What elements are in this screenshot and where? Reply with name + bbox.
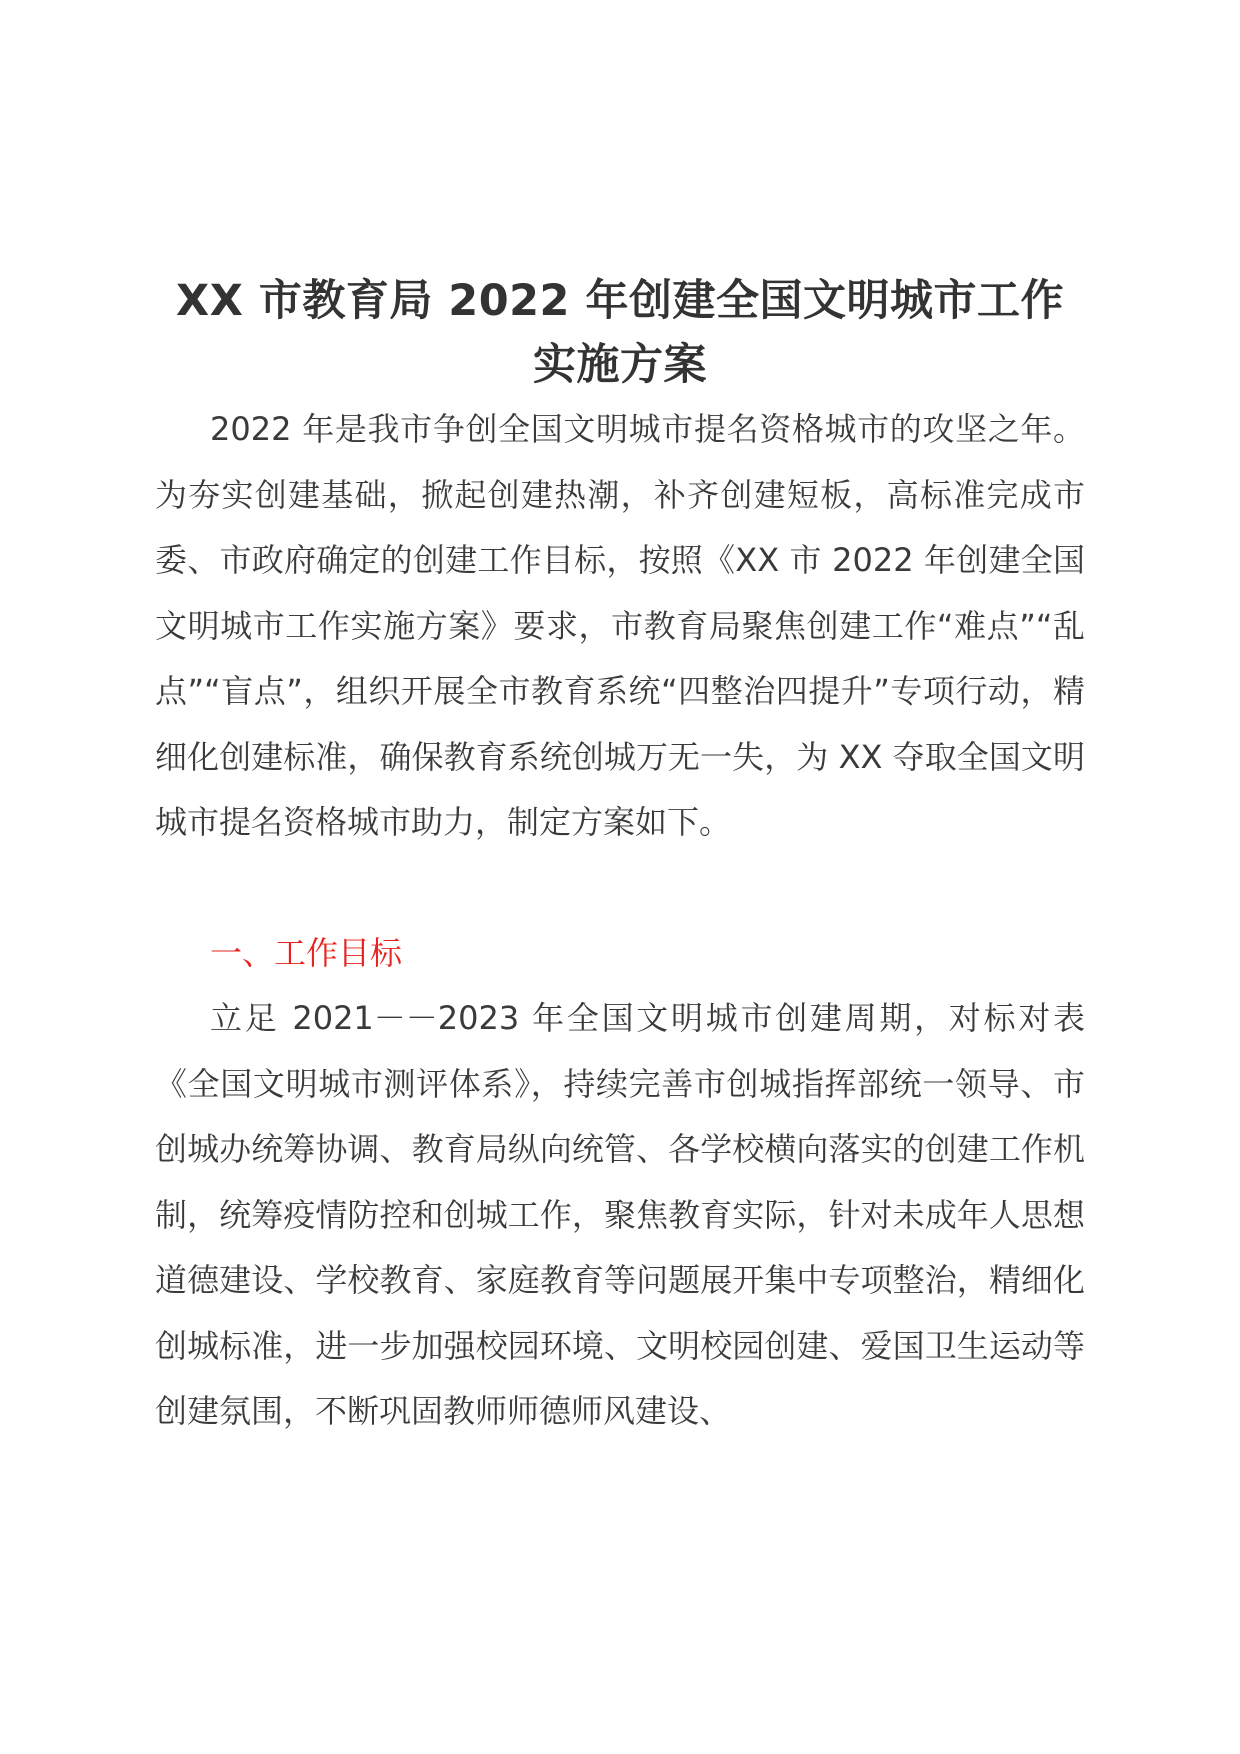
section-heading-work-goals: 一、工作目标 bbox=[210, 934, 403, 972]
document-title-line-2: 实施方案 bbox=[533, 339, 707, 390]
document-title bbox=[150, 269, 1090, 397]
intro-paragraph: 2022 年是我市争创全国文明城市提名资格城市的攻坚之年。为夯实创建基础，掀起创建热潮，补齐创建短板，高标准完成市委、市政府确定的创建工作目标，按照《XX 市 2022 年创建全国文明城市工作实施方案》要求，市教育局聚焦创建工作“难点”“乱点”“盲点”，组织开展全市教育系统“四整治四提升”专项行动，精细化创建标准，确保教育系统创城万无一失，为 XX 夺取全国文明城市提名资格城市助力，制定方案如下。 bbox=[155, 410, 1085, 841]
document-title-line-1: XX 市教育局 2022 年创建全国文明城市工作 bbox=[176, 275, 1064, 326]
work-goals-paragraph: 立足 2021－－2023 年全国文明城市创建周期，对标对表《全国文明城市测评体系》，持续完善市创城指挥部统一领导、市创城办统筹协调、教育局纵向统管、各学校横向落实的创建工作机制，统筹疫情防控和创城工作，聚焦教育实际，针对未成年人思想道德建设、学校教育、家庭教育等问题展开集中专项整治，精细化创城标准，进一步加强校园环境、文明校园创建、爱国卫生运动等创建氛围，不断巩固教师师德师风建设、 bbox=[155, 999, 1085, 1430]
